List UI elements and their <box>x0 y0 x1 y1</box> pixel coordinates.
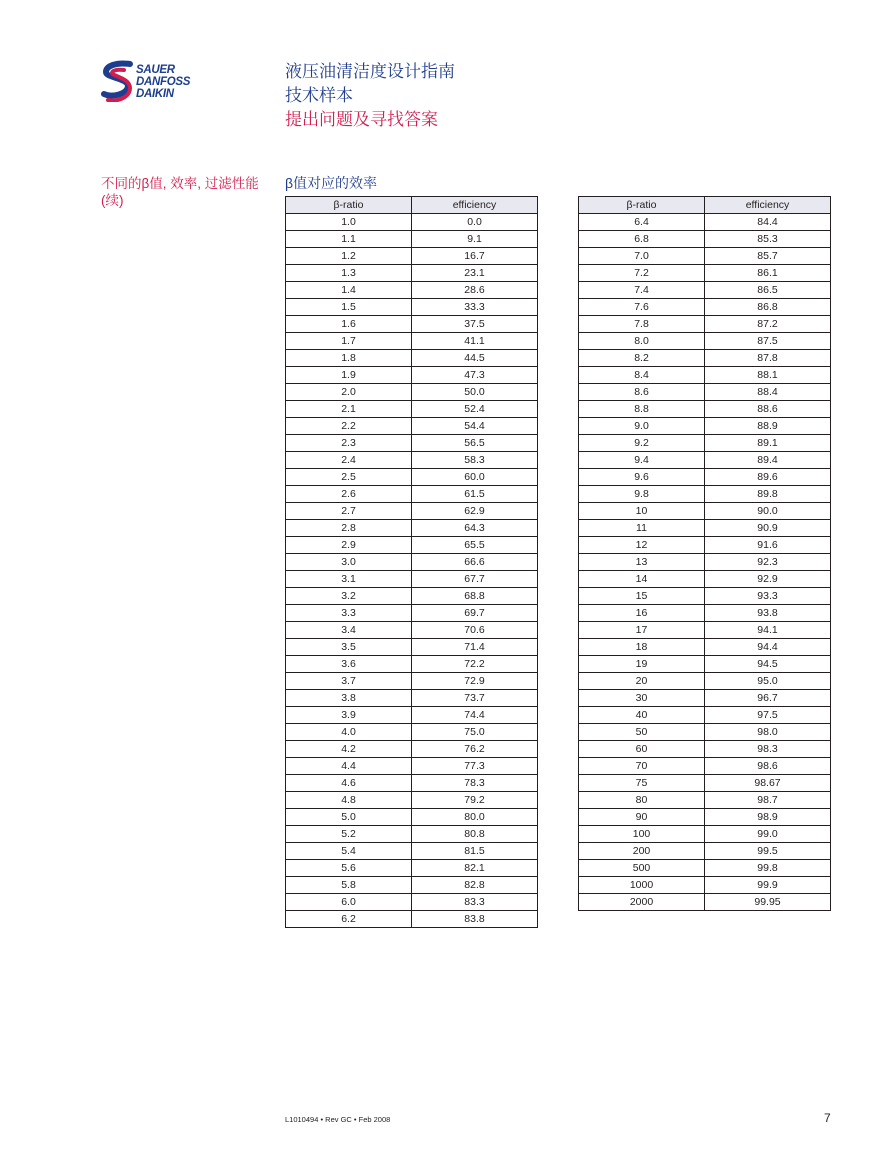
table-row <box>286 894 538 911</box>
beta-ratio-cell: 200 <box>579 843 705 860</box>
table-row <box>579 588 831 605</box>
table-row <box>286 554 538 571</box>
table-row <box>286 248 538 265</box>
table-row <box>286 367 538 384</box>
table-row <box>286 435 538 452</box>
beta-ratio-cell: 50 <box>579 724 705 741</box>
efficiency-cell: 61.5 <box>412 486 538 503</box>
efficiency-cell: 70.6 <box>412 622 538 639</box>
beta-ratio-cell: 3.2 <box>286 588 412 605</box>
table-row <box>579 639 831 656</box>
table-row <box>579 367 831 384</box>
efficiency-cell: 65.5 <box>412 537 538 554</box>
efficiency-cell: 82.8 <box>412 877 538 894</box>
efficiency-cell: 99.9 <box>705 877 831 894</box>
beta-ratio-cell: 9.6 <box>579 469 705 486</box>
table-row <box>579 452 831 469</box>
beta-ratio-cell: 1.5 <box>286 299 412 316</box>
table-row <box>579 469 831 486</box>
beta-ratio-cell: 1000 <box>579 877 705 894</box>
table-row <box>286 775 538 792</box>
efficiency-cell: 98.9 <box>705 809 831 826</box>
beta-ratio-cell: 6.2 <box>286 911 412 928</box>
efficiency-cell: 44.5 <box>412 350 538 367</box>
beta-ratio-cell: 7.6 <box>579 299 705 316</box>
beta-ratio-cell: 500 <box>579 860 705 877</box>
efficiency-cell: 77.3 <box>412 758 538 775</box>
beta-ratio-cell: 5.6 <box>286 860 412 877</box>
table-row <box>579 486 831 503</box>
table-row <box>579 435 831 452</box>
efficiency-cell: 89.6 <box>705 469 831 486</box>
efficiency-cell: 68.8 <box>412 588 538 605</box>
efficiency-cell: 99.95 <box>705 894 831 911</box>
efficiency-cell: 75.0 <box>412 724 538 741</box>
table-row <box>579 537 831 554</box>
table-header-row <box>286 197 538 214</box>
beta-ratio-cell: 1.1 <box>286 231 412 248</box>
beta-ratio-cell: 2.4 <box>286 452 412 469</box>
efficiency-cell: 79.2 <box>412 792 538 809</box>
beta-ratio-cell: 4.8 <box>286 792 412 809</box>
column-header-efficiency: efficiency <box>705 197 831 214</box>
table-row <box>286 214 538 231</box>
table-row <box>286 877 538 894</box>
table-row <box>286 826 538 843</box>
page-number: 7 <box>824 1111 831 1125</box>
beta-ratio-cell: 18 <box>579 639 705 656</box>
beta-ratio-cell: 5.4 <box>286 843 412 860</box>
logo-wordmark <box>136 64 190 100</box>
table-row <box>579 503 831 520</box>
beta-ratio-cell: 12 <box>579 537 705 554</box>
beta-ratio-cell: 5.8 <box>286 877 412 894</box>
efficiency-cell: 98.0 <box>705 724 831 741</box>
efficiency-cell: 76.2 <box>412 741 538 758</box>
table-row <box>579 894 831 911</box>
beta-ratio-cell: 6.0 <box>286 894 412 911</box>
beta-ratio-cell: 100 <box>579 826 705 843</box>
efficiency-cell: 78.3 <box>412 775 538 792</box>
table-row <box>286 520 538 537</box>
beta-ratio-cell: 3.1 <box>286 571 412 588</box>
efficiency-cell: 37.5 <box>412 316 538 333</box>
efficiency-cell: 83.8 <box>412 911 538 928</box>
beta-ratio-cell: 5.0 <box>286 809 412 826</box>
table-title: β值对应的效率 <box>285 175 378 191</box>
efficiency-cell: 56.5 <box>412 435 538 452</box>
table-row <box>579 843 831 860</box>
efficiency-cell: 82.1 <box>412 860 538 877</box>
table-row <box>286 860 538 877</box>
beta-ratio-cell: 70 <box>579 758 705 775</box>
table-row <box>286 486 538 503</box>
efficiency-cell: 87.2 <box>705 316 831 333</box>
efficiency-cell: 99.5 <box>705 843 831 860</box>
beta-ratio-cell: 4.0 <box>286 724 412 741</box>
efficiency-cell: 0.0 <box>412 214 538 231</box>
table-row <box>286 724 538 741</box>
section-heading: 不同的β值, 效率, 过滤性能(续) <box>101 176 259 208</box>
beta-ratio-cell: 3.9 <box>286 707 412 724</box>
efficiency-cell: 50.0 <box>412 384 538 401</box>
efficiency-cell: 85.3 <box>705 231 831 248</box>
beta-ratio-cell: 2000 <box>579 894 705 911</box>
table-row <box>286 690 538 707</box>
efficiency-cell: 69.7 <box>412 605 538 622</box>
beta-ratio-cell: 30 <box>579 690 705 707</box>
efficiency-cell: 93.3 <box>705 588 831 605</box>
efficiency-cell: 89.4 <box>705 452 831 469</box>
beta-ratio-cell: 13 <box>579 554 705 571</box>
efficiency-cell: 98.67 <box>705 775 831 792</box>
beta-ratio-cell: 2.6 <box>286 486 412 503</box>
beta-ratio-cell: 2.5 <box>286 469 412 486</box>
logo-line-3: DAIKIN <box>136 88 174 100</box>
beta-ratio-cell: 8.0 <box>579 333 705 350</box>
efficiency-cell: 73.7 <box>412 690 538 707</box>
beta-ratio-cell: 15 <box>579 588 705 605</box>
efficiency-cell: 88.9 <box>705 418 831 435</box>
beta-ratio-cell: 17 <box>579 622 705 639</box>
beta-ratio-cell: 7.4 <box>579 282 705 299</box>
table-row <box>579 775 831 792</box>
beta-ratio-cell: 1.4 <box>286 282 412 299</box>
table-row <box>579 265 831 282</box>
table-row <box>579 860 831 877</box>
efficiency-cell: 52.4 <box>412 401 538 418</box>
table-row <box>579 384 831 401</box>
beta-ratio-cell: 2.7 <box>286 503 412 520</box>
table-row <box>579 724 831 741</box>
beta-ratio-cell: 7.2 <box>579 265 705 282</box>
beta-ratio-cell: 1.8 <box>286 350 412 367</box>
beta-ratio-cell: 6.4 <box>579 214 705 231</box>
beta-ratio-cell: 3.8 <box>286 690 412 707</box>
beta-ratio-cell: 40 <box>579 707 705 724</box>
table-row <box>286 316 538 333</box>
efficiency-cell: 62.9 <box>412 503 538 520</box>
table-row <box>579 690 831 707</box>
table-row <box>286 401 538 418</box>
beta-ratio-cell: 3.6 <box>286 656 412 673</box>
table-header-row <box>579 197 831 214</box>
efficiency-cell: 98.3 <box>705 741 831 758</box>
table-row <box>286 622 538 639</box>
table-row <box>579 231 831 248</box>
efficiency-cell: 94.4 <box>705 639 831 656</box>
table-row <box>286 265 538 282</box>
efficiency-cell: 9.1 <box>412 231 538 248</box>
efficiency-cell: 95.0 <box>705 673 831 690</box>
table-row <box>579 401 831 418</box>
efficiency-cell: 66.6 <box>412 554 538 571</box>
table-row <box>286 333 538 350</box>
table-row <box>579 741 831 758</box>
beta-ratio-cell: 3.7 <box>286 673 412 690</box>
table-row <box>579 520 831 537</box>
title-line-3: 提出问题及寻找答案 <box>285 110 438 129</box>
efficiency-cell: 86.1 <box>705 265 831 282</box>
beta-ratio-cell: 8.8 <box>579 401 705 418</box>
sauer-danfoss-logo-icon <box>100 60 136 102</box>
efficiency-cell: 94.1 <box>705 622 831 639</box>
efficiency-cell: 33.3 <box>412 299 538 316</box>
table-row <box>579 758 831 775</box>
beta-ratio-table-right <box>578 196 831 911</box>
efficiency-cell: 86.8 <box>705 299 831 316</box>
beta-ratio-cell: 11 <box>579 520 705 537</box>
beta-ratio-cell: 2.9 <box>286 537 412 554</box>
company-logo <box>100 60 210 108</box>
beta-ratio-cell: 20 <box>579 673 705 690</box>
beta-ratio-cell: 7.0 <box>579 248 705 265</box>
table-row <box>579 809 831 826</box>
table-row <box>579 248 831 265</box>
beta-ratio-cell: 8.6 <box>579 384 705 401</box>
logo-line-1: SAUER <box>136 64 175 76</box>
efficiency-cell: 41.1 <box>412 333 538 350</box>
beta-ratio-cell: 2.1 <box>286 401 412 418</box>
efficiency-cell: 71.4 <box>412 639 538 656</box>
beta-ratio-cell: 9.4 <box>579 452 705 469</box>
table-row <box>579 707 831 724</box>
efficiency-cell: 84.4 <box>705 214 831 231</box>
beta-ratio-cell: 9.0 <box>579 418 705 435</box>
efficiency-cell: 74.4 <box>412 707 538 724</box>
beta-ratio-cell: 19 <box>579 656 705 673</box>
table-row <box>579 673 831 690</box>
efficiency-cell: 72.9 <box>412 673 538 690</box>
table-row <box>286 350 538 367</box>
beta-ratio-cell: 3.4 <box>286 622 412 639</box>
beta-ratio-cell: 3.0 <box>286 554 412 571</box>
table-row <box>579 316 831 333</box>
beta-ratio-cell: 2.2 <box>286 418 412 435</box>
efficiency-cell: 72.2 <box>412 656 538 673</box>
efficiency-cell: 47.3 <box>412 367 538 384</box>
beta-ratio-cell: 75 <box>579 775 705 792</box>
table-row <box>579 333 831 350</box>
beta-ratio-cell: 10 <box>579 503 705 520</box>
table-row <box>286 384 538 401</box>
beta-ratio-cell: 2.0 <box>286 384 412 401</box>
beta-ratio-cell: 3.3 <box>286 605 412 622</box>
efficiency-cell: 92.9 <box>705 571 831 588</box>
beta-ratio-cell: 80 <box>579 792 705 809</box>
efficiency-cell: 16.7 <box>412 248 538 265</box>
beta-ratio-table-left <box>285 196 538 928</box>
table-row <box>579 792 831 809</box>
column-header-beta-ratio: β-ratio <box>286 197 412 214</box>
beta-ratio-cell: 16 <box>579 605 705 622</box>
beta-ratio-cell: 1.0 <box>286 214 412 231</box>
table-row <box>579 605 831 622</box>
table-row <box>286 656 538 673</box>
efficiency-cell: 81.5 <box>412 843 538 860</box>
table-row <box>286 282 538 299</box>
efficiency-cell: 99.0 <box>705 826 831 843</box>
beta-ratio-cell: 8.4 <box>579 367 705 384</box>
efficiency-cell: 83.3 <box>412 894 538 911</box>
efficiency-cell: 89.8 <box>705 486 831 503</box>
table-row <box>579 418 831 435</box>
beta-ratio-cell: 60 <box>579 741 705 758</box>
table-row <box>286 741 538 758</box>
efficiency-cell: 97.5 <box>705 707 831 724</box>
beta-ratio-cell: 14 <box>579 571 705 588</box>
table-row <box>286 707 538 724</box>
beta-ratio-cell: 1.2 <box>286 248 412 265</box>
table-row <box>286 469 538 486</box>
beta-ratio-cell: 4.6 <box>286 775 412 792</box>
table-row <box>286 452 538 469</box>
efficiency-cell: 80.8 <box>412 826 538 843</box>
table-row <box>579 554 831 571</box>
column-header-beta-ratio: β-ratio <box>579 197 705 214</box>
table-row <box>579 214 831 231</box>
beta-ratio-cell: 7.8 <box>579 316 705 333</box>
table-row <box>579 826 831 843</box>
table-row <box>579 350 831 367</box>
table-row <box>286 809 538 826</box>
table-row <box>286 758 538 775</box>
table-row <box>579 282 831 299</box>
efficiency-cell: 88.6 <box>705 401 831 418</box>
table-row <box>286 418 538 435</box>
title-line-2: 技术样本 <box>285 86 353 105</box>
table-row <box>579 571 831 588</box>
beta-ratio-cell: 1.9 <box>286 367 412 384</box>
efficiency-cell: 94.5 <box>705 656 831 673</box>
efficiency-cell: 87.5 <box>705 333 831 350</box>
logo-line-2: DANFOSS <box>136 76 191 88</box>
document-title <box>285 60 455 132</box>
table-row <box>579 877 831 894</box>
efficiency-cell: 90.9 <box>705 520 831 537</box>
beta-ratio-cell: 3.5 <box>286 639 412 656</box>
beta-ratio-cell: 4.4 <box>286 758 412 775</box>
beta-ratio-cell: 9.2 <box>579 435 705 452</box>
table-row <box>286 911 538 928</box>
efficiency-cell: 89.1 <box>705 435 831 452</box>
column-header-efficiency: efficiency <box>412 197 538 214</box>
beta-ratio-cell: 5.2 <box>286 826 412 843</box>
table-row <box>286 537 538 554</box>
table-row <box>579 299 831 316</box>
efficiency-cell: 90.0 <box>705 503 831 520</box>
efficiency-cell: 88.4 <box>705 384 831 401</box>
table-row <box>286 673 538 690</box>
beta-ratio-cell: 8.2 <box>579 350 705 367</box>
table-row <box>286 639 538 656</box>
efficiency-cell: 80.0 <box>412 809 538 826</box>
beta-ratio-cell: 2.8 <box>286 520 412 537</box>
document-reference: L1010494 • Rev GC • Feb 2008 <box>285 1115 391 1124</box>
efficiency-cell: 60.0 <box>412 469 538 486</box>
efficiency-cell: 58.3 <box>412 452 538 469</box>
beta-ratio-cell: 4.2 <box>286 741 412 758</box>
table-row <box>286 792 538 809</box>
beta-ratio-cell: 1.3 <box>286 265 412 282</box>
efficiency-cell: 92.3 <box>705 554 831 571</box>
table-row <box>286 571 538 588</box>
efficiency-cell: 54.4 <box>412 418 538 435</box>
efficiency-cell: 64.3 <box>412 520 538 537</box>
table-row <box>286 231 538 248</box>
efficiency-cell: 96.7 <box>705 690 831 707</box>
table-row <box>579 656 831 673</box>
table-row <box>286 843 538 860</box>
beta-ratio-cell: 2.3 <box>286 435 412 452</box>
table-row <box>286 299 538 316</box>
efficiency-cell: 88.1 <box>705 367 831 384</box>
efficiency-cell: 23.1 <box>412 265 538 282</box>
table-row <box>579 622 831 639</box>
beta-ratio-cell: 1.6 <box>286 316 412 333</box>
efficiency-cell: 98.6 <box>705 758 831 775</box>
efficiency-cell: 99.8 <box>705 860 831 877</box>
efficiency-cell: 86.5 <box>705 282 831 299</box>
table-row <box>286 588 538 605</box>
efficiency-cell: 28.6 <box>412 282 538 299</box>
title-line-1: 液压油清洁度设计指南 <box>285 62 455 81</box>
beta-ratio-cell: 90 <box>579 809 705 826</box>
efficiency-cell: 91.6 <box>705 537 831 554</box>
beta-ratio-cell: 6.8 <box>579 231 705 248</box>
efficiency-cell: 85.7 <box>705 248 831 265</box>
beta-ratio-cell: 9.8 <box>579 486 705 503</box>
efficiency-cell: 67.7 <box>412 571 538 588</box>
efficiency-cell: 98.7 <box>705 792 831 809</box>
beta-ratio-cell: 1.7 <box>286 333 412 350</box>
efficiency-cell: 93.8 <box>705 605 831 622</box>
efficiency-cell: 87.8 <box>705 350 831 367</box>
table-row <box>286 503 538 520</box>
table-row <box>286 605 538 622</box>
